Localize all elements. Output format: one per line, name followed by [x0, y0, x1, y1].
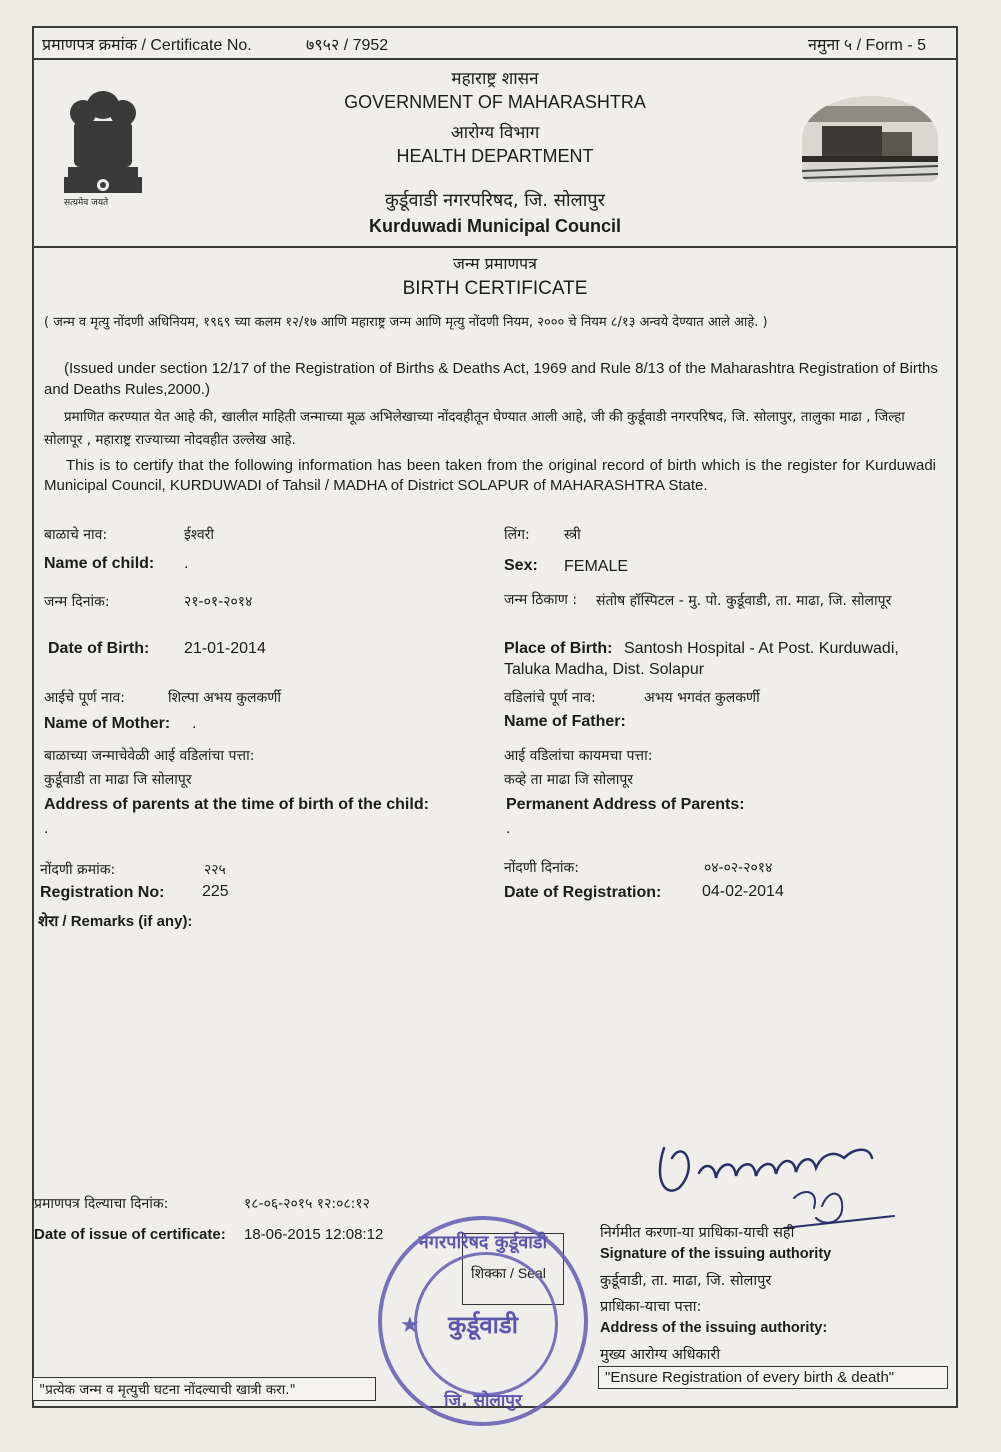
sex-en-value: FEMALE [564, 558, 629, 575]
issue-date-en-label: Date of issue of certificate: [34, 1226, 226, 1243]
registration-date-mr-value: ०४-०२-२०१४ [704, 860, 773, 876]
permanent-address-en-label: Permanent Address of Parents: [506, 796, 745, 813]
certify-statement-marathi: प्रमाणित करण्यात येत आहे की, खालील माहिती जन्माच्या मूळ अभिलेखाच्या नोंदवहीतून घेण्यात आली आहे, जी की कुर्डूवाडी नगरपरिषद, जि. सोलापुर, तालुका माढा , जिल्हा सोलापूर , महाराष्ट्र राज्याच्या नोदवहीत उल्लेख आहे. [44, 409, 905, 448]
government-marathi: महाराष्ट्र शासन [451, 69, 539, 89]
seal-star-icon: ★ [400, 1312, 420, 1337]
council-marathi: कुर्डूवाडी नगरपरिषद, जि. सोलापुर [384, 190, 606, 211]
dob-en-value: 21-01-2014 [184, 640, 266, 657]
pob-mr-value: संतोष हॉस्पिटल - मु. पो. कुर्डूवाडी, ता. माढा, जि. सोलापूर [596, 593, 892, 609]
child-name-en-label: Name of child: [44, 555, 155, 572]
remarks-label: शेरा / Remarks (if any): [38, 913, 193, 930]
pob-mr-label: जन्म ठिकाण : [504, 592, 578, 608]
authority-place-mr: कुर्डूवाडी, ता. माढा, जि. सोलापुर [600, 1273, 772, 1289]
slogan-marathi: "प्रत्येक जन्म व मृत्युची घटना नोंदल्याची खात्री करा." [32, 1377, 376, 1401]
sex-mr-label: लिंग: [504, 527, 530, 543]
seal-outer-text: नगरपरिषद कुर्डूवाडी [418, 1232, 548, 1253]
mother-mr-value: शिल्पा अभय कुलकर्णी [168, 690, 282, 706]
seal-center-text: कुर्डूवाडी [448, 1311, 518, 1339]
permanent-address-mr-value: कव्हे ता माढा जि सोलापूर [504, 772, 634, 788]
sex-mr-value: स्त्री [564, 527, 581, 543]
slogan-english: "Ensure Registration of every birth & death" [598, 1366, 948, 1389]
father-mr-label: वडिलांचे पूर्ण नाव: [504, 690, 596, 706]
certificate-frame [32, 26, 958, 1408]
seal-bottom-text: जि. सोलापुर [444, 1391, 522, 1411]
registration-date-en-label: Date of Registration: [504, 884, 662, 901]
signature-en-label: Signature of the issuing authority [600, 1246, 832, 1262]
emblem-motto: सत्यमेव जयते [64, 198, 109, 208]
seal-label: शिक्का / Seal [471, 1265, 546, 1281]
chief-health-officer: मुख्य आरोग्य अधिकारी [600, 1347, 721, 1363]
authority-address-en-label: Address of the issuing authority: [600, 1320, 828, 1336]
registration-no-en-value: 225 [202, 883, 229, 900]
act-reference-english: (Issued under section 12/17 of the Registration of Births & Deaths Act, 1969 and Rule 8/13 of the Maharashtra Registration of Births and Deaths Rules,2000.) [44, 360, 938, 398]
father-en-label: Name of Father: [504, 713, 626, 730]
pob-en-label: Place of Birth: [504, 640, 613, 657]
title-english: BIRTH CERTIFICATE [402, 278, 588, 299]
mother-en-label: Name of Mother: [44, 715, 171, 732]
department-marathi: आरोग्य विभाग [450, 123, 540, 143]
act-reference-marathi: ( जन्म व मृत्यु नोंदणी अधिनियम, १९६९ च्या कलम १२/१७ आणि महाराष्ट्र जन्म आणि मृत्यु नोंदणी नियम, २००० चे नियम ८/१३ अन्वये देण्यात आले आहे. ) [44, 315, 768, 330]
issue-date-mr-label: प्रमाणपत्र दिल्याचा दिनांक: [34, 1196, 169, 1212]
registration-no-mr-value: २२५ [204, 862, 226, 878]
permanent-address-en-value: . [506, 820, 511, 837]
certificate-top-bar [34, 28, 956, 60]
mother-mr-label: आईचे पूर्ण नाव: [44, 690, 125, 706]
registration-date-mr-label: नोंदणी दिनांक: [504, 860, 579, 876]
birth-address-en-value: . [44, 820, 49, 837]
sex-en-label: Sex: [504, 557, 538, 574]
certificate-number-label: प्रमाणपत्र क्रमांक / Certificate No. [42, 37, 252, 54]
authority-address-mr-label: प्राधिका-याचा पत्ता: [600, 1299, 702, 1315]
form-number: नमुना ५ / Form - 5 [807, 37, 926, 54]
certificate-number-value: ७९५२ / 7952 [306, 37, 389, 54]
birth-address-en-label: Address of parents at the time of birth of the child: [44, 796, 429, 813]
council-english: Kurduwadi Municipal Council [369, 216, 621, 236]
title-marathi: जन्म प्रमाणपत्र [453, 254, 537, 273]
pob-en-value-line2: Taluka Madha, Dist. Solapur [504, 661, 705, 678]
dob-en-label: Date of Birth: [48, 640, 150, 657]
council-seal-stamp [378, 1216, 588, 1426]
child-name-mr-label: बाळाचे नाव: [44, 527, 108, 543]
father-mr-value: अभय भगवंत कुलकर्णी [644, 690, 760, 706]
child-name-mr-value: ईश्वरी [184, 527, 214, 543]
government-english: GOVERNMENT OF MAHARASHTRA [344, 92, 646, 112]
dob-mr-value: २१-०१-२०१४ [184, 594, 253, 610]
child-name-en-value: . [184, 555, 189, 572]
permanent-address-mr-label: आई वडिलांचा कायमचा पत्ता: [504, 748, 653, 764]
pob-en-value-line1: Santosh Hospital - At Post. Kurduwadi, [624, 640, 899, 657]
registration-no-en-label: Registration No: [40, 884, 165, 901]
certify-statement-english: This is to certify that the following information has been taken from the original record of birth which is the register for Kurduwadi Municipal Council, KURDUWADI of Tahsil / MADHA of District SOLAPUR of MAHARASHTRA State. [44, 457, 936, 494]
birth-address-mr-value: कुर्डूवाडी ता माढा जि सोलापूर [44, 772, 192, 788]
signature-mr-label: निर्गमीत करणा-या प्राधिका-याची सही [600, 1225, 795, 1241]
registration-no-mr-label: नोंदणी क्रमांक: [40, 862, 116, 878]
header-divider [34, 246, 956, 248]
issue-date-en-value: 18-06-2015 12:08:12 [244, 1226, 384, 1243]
registration-date-en-value: 04-02-2014 [702, 883, 784, 900]
dob-mr-label: जन्म दिनांक: [44, 594, 110, 610]
mother-en-value: . [192, 715, 197, 732]
issue-date-mr-value: १८-०६-२०१५ १२:०८:१२ [244, 1196, 370, 1212]
department-english: HEALTH DEPARTMENT [396, 146, 594, 166]
birth-address-mr-label: बाळाच्या जन्माचेवेळी आई वडिलांचा पत्ता: [44, 748, 255, 764]
